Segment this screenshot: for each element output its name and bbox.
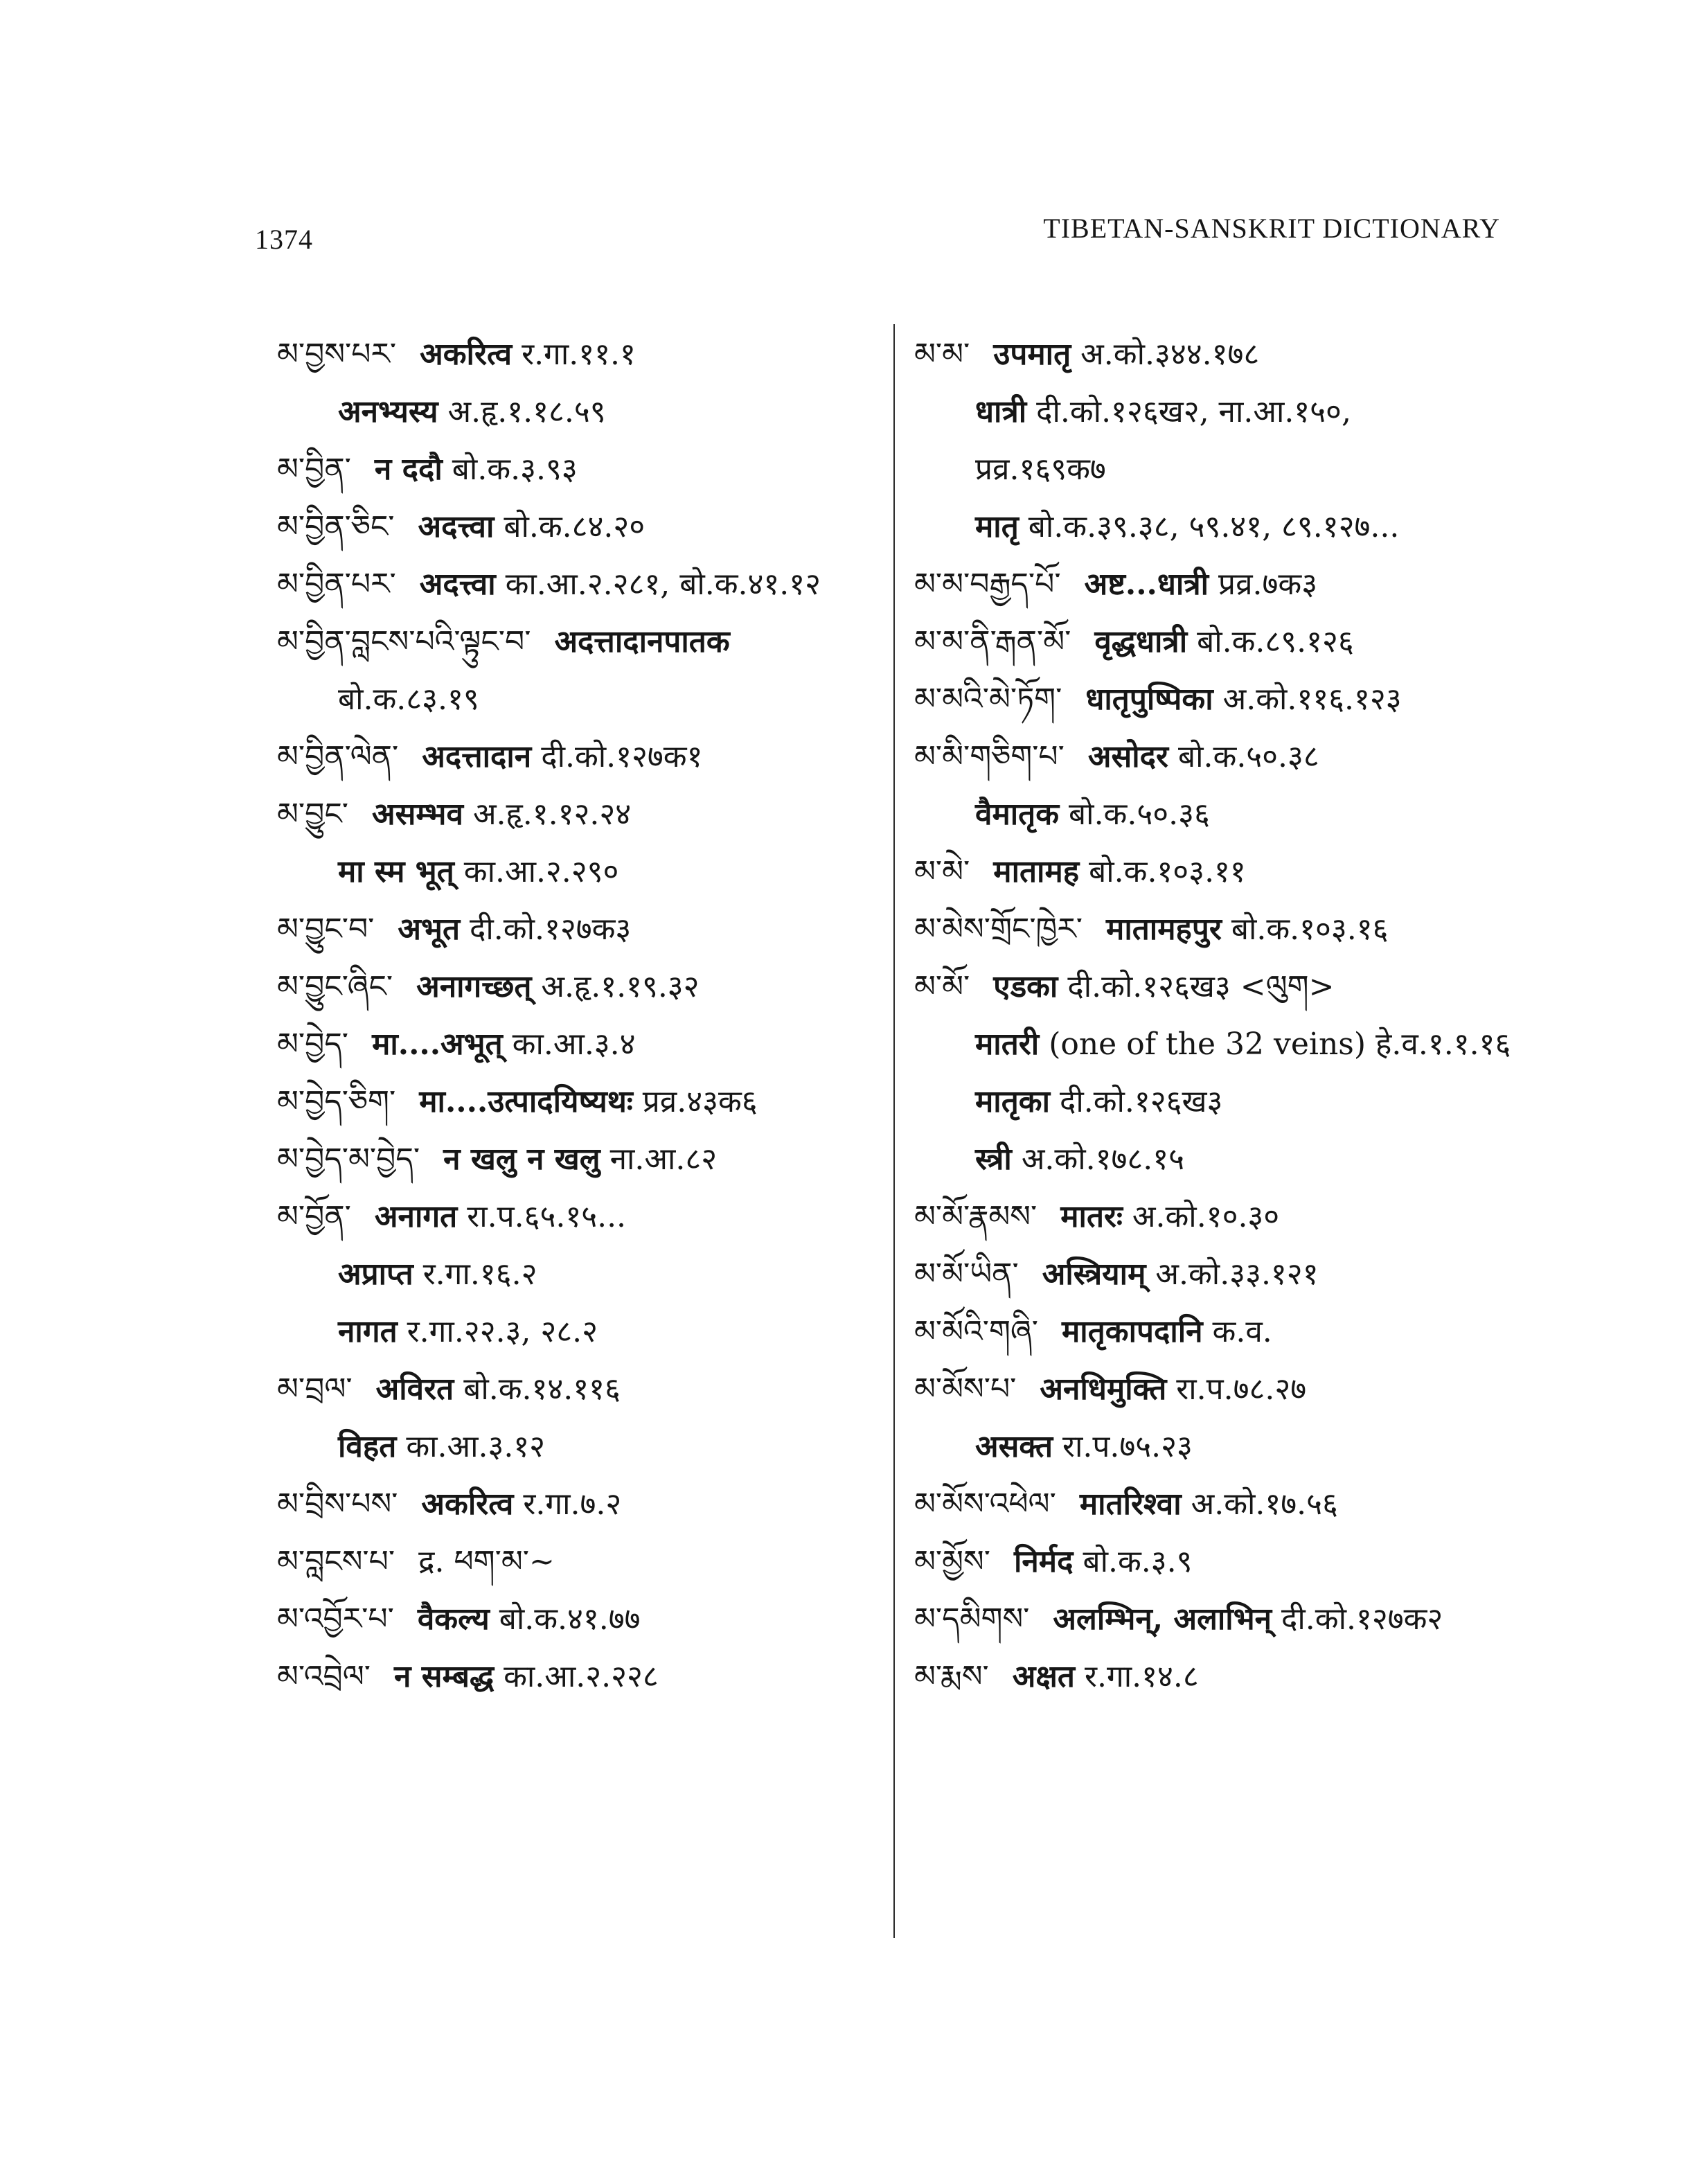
source-reference: बो.क.८९.१२६ <box>1197 624 1354 659</box>
dictionary-entry <box>277 1015 880 1073</box>
dictionary-entry <box>914 900 1538 958</box>
dictionary-entry <box>277 1188 880 1245</box>
dictionary-entry <box>914 843 1538 900</box>
dictionary-entry <box>914 1590 1538 1648</box>
source-reference: बो.क.३९.३८, ५९.४१, ८९.१२७... <box>1028 509 1400 544</box>
source-reference: क.व. <box>1212 1314 1272 1349</box>
source-reference: अ.को.१७८.१५ <box>1021 1142 1184 1177</box>
source-reference: र.गा.१४.८ <box>1085 1659 1199 1694</box>
entry-continuation <box>914 1130 1538 1188</box>
sanskrit-equivalent: वैमातृक <box>975 797 1060 832</box>
tibetan-headword: མ་བྱེད་མ་བྱེད་ <box>277 1142 420 1177</box>
entry-continuation <box>914 785 1538 843</box>
source-reference: अ.को.१७.५६ <box>1191 1486 1338 1522</box>
sanskrit-equivalent: अदत्तादानपातक <box>554 624 730 659</box>
dictionary-entry <box>914 1360 1538 1418</box>
source-reference: का.आ.२.२२८ <box>504 1659 659 1694</box>
source-reference: दी.को.१२७क२ <box>1281 1601 1443 1637</box>
sanskrit-equivalent: अनभ्यस्य <box>338 394 438 429</box>
source-reference: र.गा.२२.३, २८.२ <box>407 1314 598 1349</box>
tibetan-headword: མ་བྱིན་བླངས་པའི་ལྟུང་བ་ <box>277 624 531 659</box>
source-reference: अ.हृ.१.१९.३२ <box>541 969 700 1004</box>
sanskrit-equivalent: मातृ <box>975 509 1019 544</box>
source-reference: अ.को.१०.३० <box>1132 1199 1280 1234</box>
source-reference: प्रव्र.१६९क७ <box>975 452 1106 487</box>
left-column <box>277 326 880 1705</box>
dictionary-entry <box>277 958 880 1015</box>
sanskrit-equivalent: असोदर <box>1087 739 1169 774</box>
tibetan-headword: མ་བྱུང་བ་ <box>277 912 375 947</box>
dictionary-entry <box>914 1245 1538 1303</box>
tibetan-headword: མ་མེས་གྲོང་ཁྱེར་ <box>914 912 1083 947</box>
sanskrit-equivalent: अस्त्रियाम् <box>1042 1257 1146 1292</box>
dictionary-entry <box>914 1648 1538 1705</box>
tibetan-headword: མ་བྱས་པར་ <box>277 337 397 372</box>
sanskrit-equivalent: मा स्म भूत् <box>338 854 454 889</box>
tibetan-headword: མ་བྲལ་ <box>277 1371 353 1407</box>
dictionary-entry <box>277 1590 880 1648</box>
source-reference: रा.प.७८.२७ <box>1176 1371 1307 1407</box>
entry-continuation <box>914 1015 1538 1073</box>
sanskrit-equivalent: मा....उत्पादयिष्यथः <box>419 1084 633 1119</box>
sanskrit-equivalent: न ददौ <box>374 452 443 487</box>
source-reference: बो.क.५०.३८ <box>1178 739 1319 774</box>
source-reference: बो.क.८३.१९ <box>338 682 479 717</box>
tibetan-headword: མ་མ་ <box>914 337 970 372</box>
dictionary-entry <box>277 785 880 843</box>
source-reference: का.आ.३.१२ <box>406 1429 546 1464</box>
tibetan-headword: མ་མ་བརྒྱད་པོ་ <box>914 567 1061 602</box>
sanskrit-equivalent: न सम्बद्ध <box>394 1659 495 1694</box>
page-number: 1374 <box>255 224 313 255</box>
source-reference: बो.क.३.९३ <box>452 452 578 487</box>
entry-continuation <box>277 1245 880 1303</box>
source-reference: बो.क.१०३.१६ <box>1231 912 1389 947</box>
source-reference: अ.को.३४४.१७८ <box>1080 337 1260 372</box>
tibetan-headword: མ་བྱོན་ <box>277 1199 351 1234</box>
sanskrit-equivalent: स्त्री <box>975 1142 1012 1177</box>
sanskrit-equivalent: वृद्धधात्री <box>1094 624 1188 659</box>
sanskrit-equivalent: अलम्भिन्, अलाभिन् <box>1053 1601 1272 1637</box>
sanskrit-equivalent: उपमातृ <box>993 337 1071 372</box>
sanskrit-equivalent: एडका <box>993 969 1058 1004</box>
source-reference: बो.क.४१.७७ <box>499 1601 641 1637</box>
tibetan-headword: མ་བྱུང་ཞིང་ <box>277 969 393 1004</box>
dictionary-entry <box>914 728 1538 785</box>
entry-continuation <box>277 1303 880 1360</box>
tibetan-headword: མ་རྨས་ <box>914 1659 989 1694</box>
sanskrit-equivalent: मातृकापदानि <box>1062 1314 1203 1349</box>
tibetan-headword: མ་བྱུང་ <box>277 797 348 832</box>
source-reference: अ.हृ.१.१२.२४ <box>472 797 632 832</box>
source-reference: बो.क.१०३.११ <box>1089 854 1246 889</box>
dictionary-entry <box>277 1360 880 1418</box>
sanskrit-equivalent: असक्त <box>975 1429 1053 1464</box>
sanskrit-equivalent: वैकल्य <box>417 1601 490 1637</box>
sanskrit-equivalent: अविरत <box>375 1371 454 1407</box>
source-reference: र.गा.७.२ <box>523 1486 622 1522</box>
sanskrit-equivalent: मातरी <box>975 1027 1040 1062</box>
dictionary-entry <box>277 326 880 383</box>
dictionary-entry <box>914 326 1538 383</box>
source-reference: दी.को.१२६ख३ <ལུག> <box>1067 969 1335 1004</box>
sanskrit-equivalent: अभूत <box>398 912 461 947</box>
tibetan-headword: མ་བླངས་པ་ <box>277 1544 395 1579</box>
dictionary-entry <box>277 1130 880 1188</box>
entry-continuation <box>914 1418 1538 1475</box>
source-reference: दी.को.१२७क१ <box>541 739 703 774</box>
tibetan-headword: མ་མོས་པ་ <box>914 1371 1017 1407</box>
source-reference: बो.क.१४.११६ <box>463 1371 621 1407</box>
entry-continuation <box>277 671 880 728</box>
source-reference: द्र. ཕག་མ་~ <box>418 1544 555 1579</box>
dictionary-entry <box>277 728 880 785</box>
right-column <box>914 326 1538 1705</box>
source-reference: दी.को.१२६ख३ <box>1059 1084 1223 1119</box>
source-reference: (one of the 32 veins) हे.व.१.१.१६ <box>1049 1027 1511 1062</box>
source-reference: र.गा.११.१ <box>522 337 636 372</box>
dictionary-entry <box>277 1073 880 1130</box>
sanskrit-equivalent: अप्राप्त <box>338 1257 413 1292</box>
source-reference: बो.क.३.९ <box>1083 1544 1193 1579</box>
dictionary-entry <box>914 613 1538 671</box>
tibetan-headword: མ་མྱོས་ <box>914 1544 990 1579</box>
dictionary-entry <box>277 441 880 498</box>
source-reference: र.गा.१६.२ <box>422 1257 537 1292</box>
source-reference: दी.को.१२७क३ <box>470 912 632 947</box>
sanskrit-equivalent: अष्ट...धात्री <box>1084 567 1209 602</box>
tibetan-headword: མ་མའི་མེ་ཏོག་ <box>914 682 1062 717</box>
entry-continuation <box>277 383 880 441</box>
sanskrit-equivalent: मातरिश्वा <box>1079 1486 1182 1522</box>
entry-continuation <box>277 843 880 900</box>
tibetan-headword: མ་མ་ནི་རྒན་མོ་ <box>914 624 1071 659</box>
tibetan-headword: མ་བྲིས་པས་ <box>277 1486 398 1522</box>
tibetan-headword: མ་བྱིན་ཅིང་ <box>277 509 395 544</box>
tibetan-headword: མ་མི་གཅིག་པ་ <box>914 739 1065 774</box>
source-reference: बो.क.५०.३६ <box>1069 797 1210 832</box>
tibetan-headword: མ་བྱེད་ <box>277 1027 349 1062</box>
sanskrit-equivalent: अकरित्व <box>421 1486 514 1522</box>
entry-continuation <box>277 1418 880 1475</box>
dictionary-entry <box>914 958 1538 1015</box>
tibetan-headword: མ་བྱིན་པར་ <box>277 567 396 602</box>
source-reference: अ.को.११६.१२३ <box>1222 682 1402 717</box>
sanskrit-equivalent: अनागच्छत् <box>416 969 532 1004</box>
dictionary-entry <box>914 1533 1538 1590</box>
tibetan-headword: མ་མོ་ཡིན་ <box>914 1257 1019 1292</box>
tibetan-headword: མ་མོ་རྣམས་ <box>914 1199 1037 1234</box>
sanskrit-equivalent: अदत्त्वा <box>419 567 496 602</box>
tibetan-headword: མ་མེ་ <box>914 854 970 889</box>
sanskrit-equivalent: विहत <box>338 1429 397 1464</box>
dictionary-entry <box>277 1648 880 1705</box>
sanskrit-equivalent: अनधिमुक्ति <box>1040 1371 1167 1407</box>
sanskrit-equivalent: मा....अभूत् <box>372 1027 503 1062</box>
sanskrit-equivalent: धात्री <box>975 394 1027 429</box>
tibetan-headword: མ་དམིགས་ <box>914 1601 1030 1637</box>
sanskrit-equivalent: मातामहपुर <box>1106 912 1222 947</box>
source-reference: प्रव्र.४३क६ <box>642 1084 758 1119</box>
entry-continuation <box>914 383 1538 441</box>
tibetan-headword: མ་བྱེད་ཅིག་ <box>277 1084 396 1119</box>
sanskrit-equivalent: मातरः <box>1060 1199 1123 1234</box>
entry-continuation <box>914 441 1538 498</box>
column-divider <box>893 324 895 1938</box>
source-reference: का.आ.२.२८१, बो.क.४१.१२ <box>505 567 821 602</box>
source-reference: दी.को.१२६ख२, ना.आ.१५०, <box>1036 394 1351 429</box>
sanskrit-equivalent: अदत्त्वा <box>418 509 495 544</box>
dictionary-entry <box>277 1475 880 1533</box>
sanskrit-equivalent: अनागत <box>374 1199 458 1234</box>
sanskrit-equivalent: अक्षत <box>1012 1659 1076 1694</box>
entry-continuation <box>914 1073 1538 1130</box>
dictionary-entry <box>277 1533 880 1590</box>
running-head: TIBETAN-SANSKRIT DICTIONARY <box>1043 213 1500 244</box>
tibetan-headword: མ་བྱིན་ <box>277 452 351 487</box>
source-reference: अ.को.३३.१२१ <box>1155 1257 1319 1292</box>
tibetan-headword: མ་མོའི་གཞི་ <box>914 1314 1038 1349</box>
tibetan-headword: མ་མོ་ <box>914 969 970 1004</box>
dictionary-entry <box>277 498 880 556</box>
source-reference: प्रव्र.७क३ <box>1218 567 1318 602</box>
tibetan-headword: མ་བྱིན་ལེན་ <box>277 739 399 774</box>
dictionary-entry <box>277 613 880 671</box>
sanskrit-equivalent: निर्मद <box>1013 1544 1074 1579</box>
sanskrit-equivalent: न खलु न खलु <box>443 1142 600 1177</box>
entry-continuation <box>914 498 1538 556</box>
source-reference: अ.हृ.१.१८.५९ <box>447 394 606 429</box>
sanskrit-equivalent: अकरित्व <box>420 337 513 372</box>
source-reference: का.आ.२.२९० <box>463 854 619 889</box>
sanskrit-equivalent: धातृपुष्पिका <box>1085 682 1213 717</box>
sanskrit-equivalent: नागत <box>338 1314 398 1349</box>
sanskrit-equivalent: मातामह <box>993 854 1080 889</box>
sanskrit-equivalent: मातृका <box>975 1084 1050 1119</box>
source-reference: ना.आ.८२ <box>609 1142 718 1177</box>
dictionary-entry <box>277 900 880 958</box>
dictionary-entry <box>914 1475 1538 1533</box>
sanskrit-equivalent: असम्भव <box>371 797 463 832</box>
source-reference: बो.क.८४.२० <box>504 509 645 544</box>
dictionary-entry <box>277 556 880 613</box>
sanskrit-equivalent: अदत्तादान <box>422 739 532 774</box>
source-reference: रा.प.६५.१५... <box>467 1199 627 1234</box>
tibetan-headword: མ་འབྲེལ་ <box>277 1659 371 1694</box>
dictionary-entry <box>914 671 1538 728</box>
tibetan-headword: མ་མོས་འཕེལ་ <box>914 1486 1056 1522</box>
source-reference: का.आ.३.४ <box>512 1027 636 1062</box>
dictionary-entry <box>914 1303 1538 1360</box>
tibetan-headword: མ་འབྱོར་པ་ <box>277 1601 394 1637</box>
dictionary-entry <box>914 1188 1538 1245</box>
source-reference: रा.प.७५.२३ <box>1062 1429 1193 1464</box>
dictionary-entry <box>914 556 1538 613</box>
